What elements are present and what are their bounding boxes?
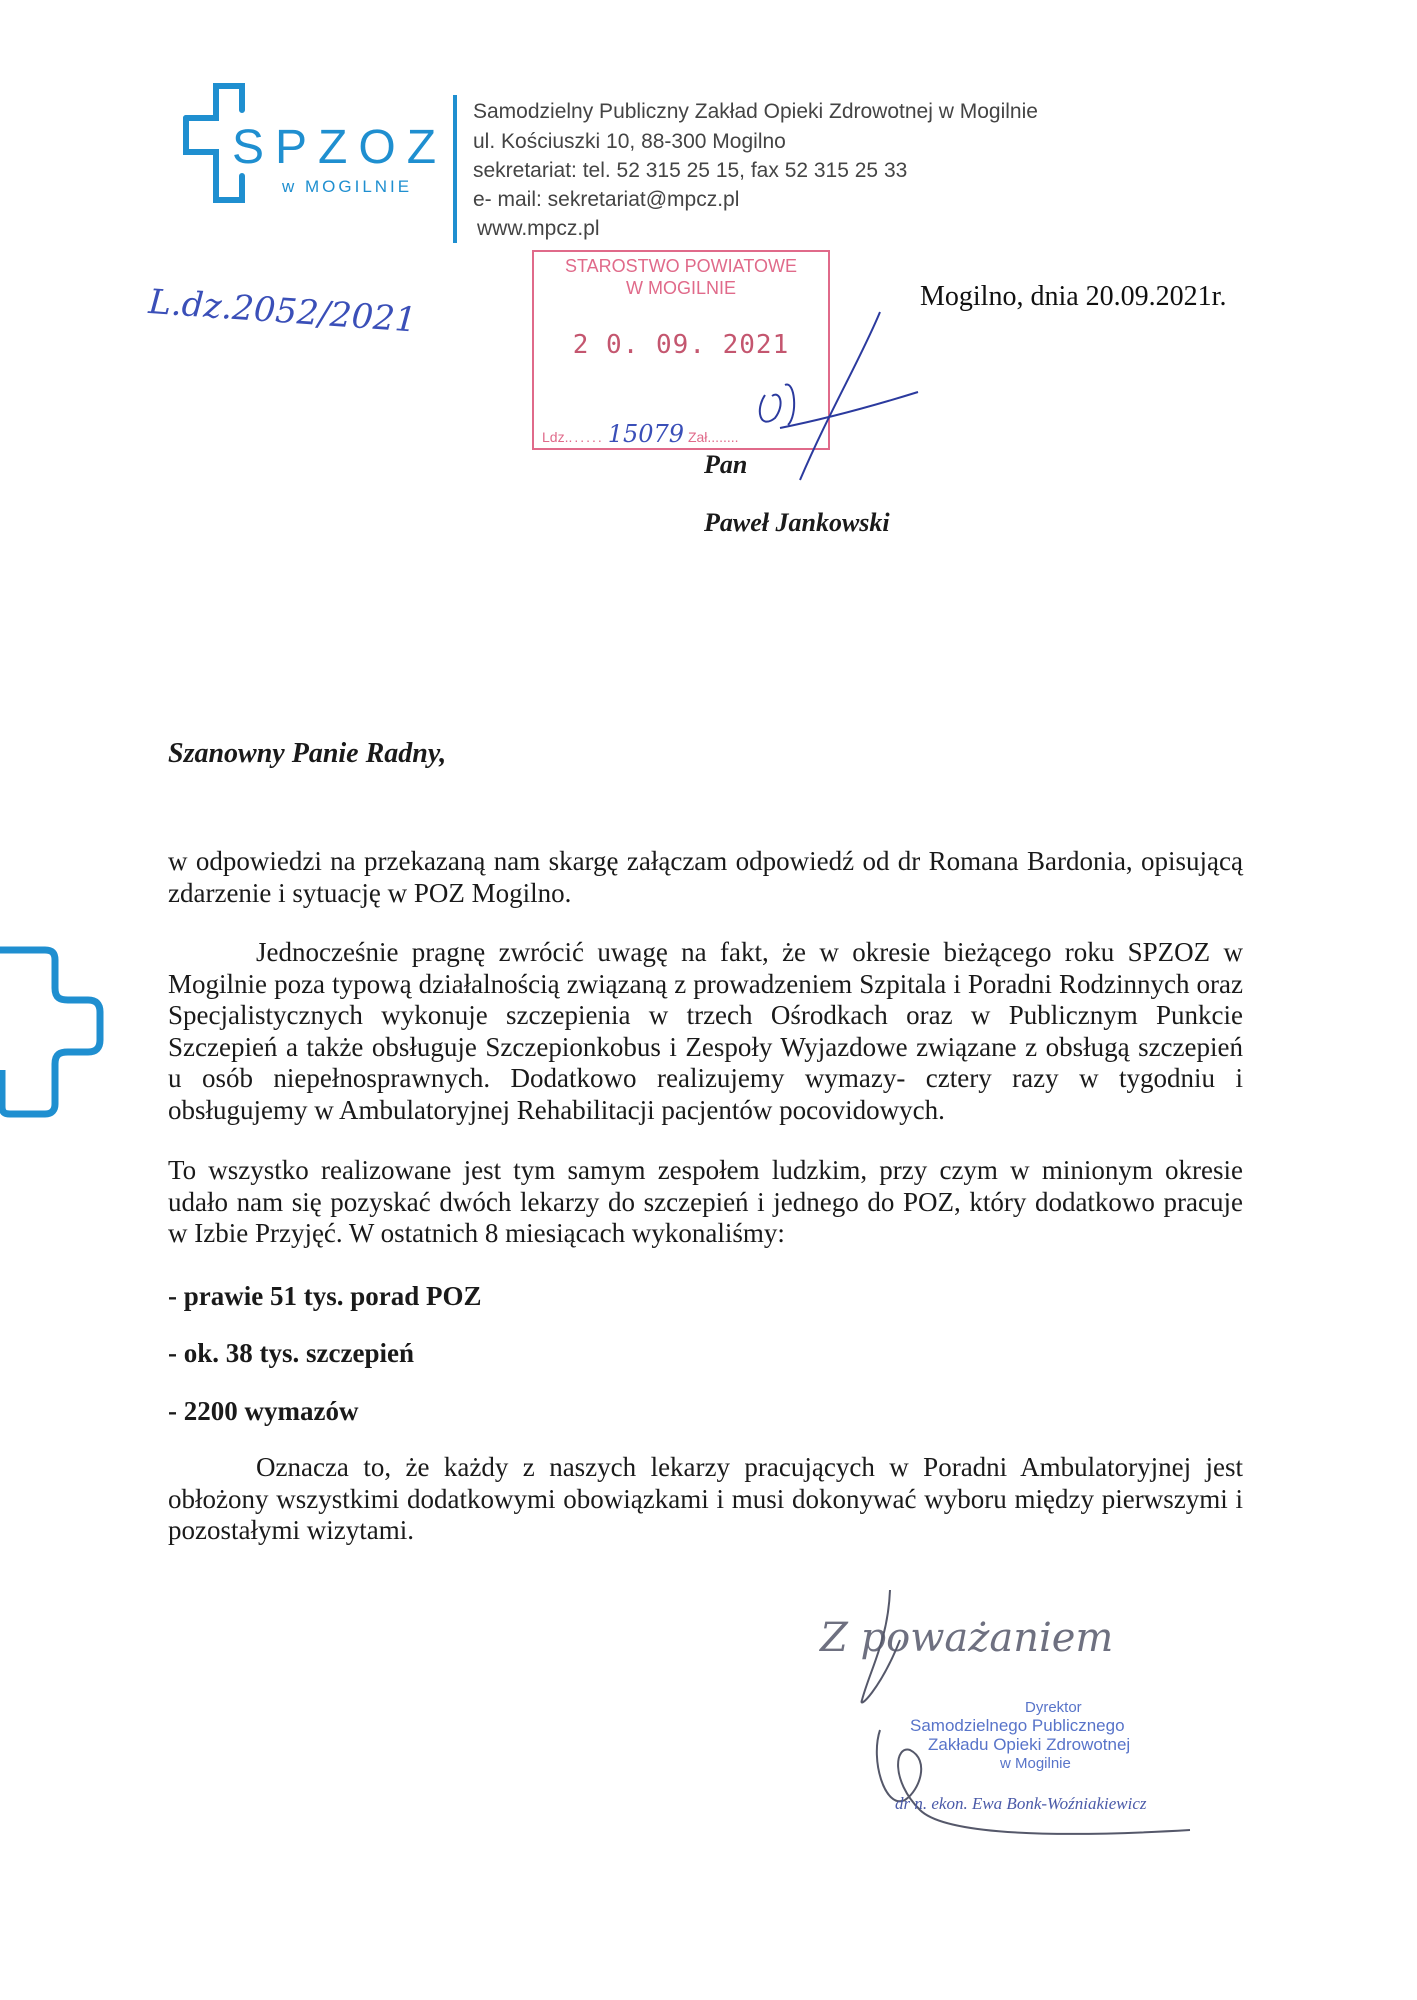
stamp-ldz-number: 15079 xyxy=(607,420,685,448)
institution-website: www.mpcz.pl xyxy=(477,217,600,240)
addressee-name: Paweł Jankowski xyxy=(704,508,890,537)
bullet-2: - ok. 38 tys. szczepień xyxy=(168,1338,414,1368)
institution-name: Samodzielny Publiczny Zakład Opieki Zdrowotnej w Mogilnie xyxy=(473,100,1038,123)
closing-handwritten: Z poważaniem xyxy=(820,1615,1114,1661)
stamp-date: 2 0. 09. 2021 xyxy=(572,330,790,360)
addressee-title: Pan xyxy=(704,450,748,479)
stamp-line-1: STAROSTWO POWIATOWE xyxy=(565,256,797,276)
institution-address: ul. Kościuszki 10, 88-300 Mogilno xyxy=(473,130,786,153)
header-divider xyxy=(453,95,457,243)
bullet-1: - prawie 51 tys. porad POZ xyxy=(168,1281,482,1311)
paragraph-4: Oznacza to, że każdy z naszych lekarzy pracujących w Poradni Ambulatoryjnej jest obłożony wszystkimi dodatkowymi obowiązkami i musi dokonywać wyboru między pierwszymi i pozostałymi wizytami. xyxy=(168,1452,1243,1545)
signatory-name: dr n. ekon. Ewa Bonk-Woźniakiewicz xyxy=(895,1794,1147,1813)
signature-stamp-line-3: w Mogilnie xyxy=(1000,1755,1071,1772)
bullet-3: - 2200 wymazów xyxy=(168,1396,359,1426)
signature-stamp-title: Dyrektor xyxy=(1025,1699,1082,1716)
signature-stamp-line-2: Zakładu Opieki Zdrowotnej xyxy=(928,1735,1131,1754)
stamp-ldz-row: Ldz....... 15079 Zał........ xyxy=(542,420,739,448)
institution-phones: sekretariat: tel. 52 315 25 15, fax 52 315 25 33 xyxy=(473,159,908,182)
registry-note: L.dz.2052/2021 xyxy=(147,282,418,341)
handwritten-initials-icon xyxy=(740,300,930,490)
signature-stamp-line-1: Samodzielnego Publicznego xyxy=(910,1716,1125,1735)
institution-email: e- mail: sekretariat@mpcz.pl xyxy=(473,188,740,211)
paragraph-3: To wszystko realizowane jest tym samym zespołem ludzkim, przy czym w minionym okresie udało nam się pozyskać dwóch lekarzy do szczepień i jednego do POZ, który dodatkowo pracuje w Izbie Przyjęć. W ostatnich 8 miesiącach wykonaliśmy: xyxy=(168,1155,1243,1248)
logo-subtitle: w MOGILNIE xyxy=(282,177,413,196)
greeting: Szanowny Panie Radny, xyxy=(168,738,447,769)
place-and-date: Mogilno, dnia 20.09.2021r. xyxy=(920,281,1227,312)
paragraph-1: w odpowiedzi na przekazaną nam skargę załączam odpowiedź od dr Romana Bardonia, opisującą zdarzenie i sytuację w POZ Mogilno. xyxy=(168,846,1243,908)
stamp-zal-label: Zał. xyxy=(687,429,712,445)
paragraph-2: Jednocześnie pragnę zwrócić uwagę na fakt, że w okresie bieżącego roku SPZOZ w Mogilnie poza typową działalnością związaną z prowadzeniem Szpitala i Poradni Rodzinnych oraz Specjalistycznych wykonuje szczepienia w trzech Ośrodkach oraz w Publicznym Punkcie Szczepień a także obsługuje Szczepionkobus i Zespoły Wyjazdowe związane z obsługą szczepień u osób niepełnosprawnych. Dodatkowo realizujemy wymazy- cztery razy w tygodniu i obsługujemy w Ambulatoryjnej Rehabilitacji pacjentów pocovidowych. xyxy=(168,937,1243,1125)
stamp-ldz-label: Ldz. xyxy=(542,429,569,445)
decorative-cross-icon xyxy=(0,940,110,1130)
logo-wordmark: SPZOZ xyxy=(232,121,448,174)
stamp-line-2: W MOGILNIE xyxy=(625,278,736,298)
